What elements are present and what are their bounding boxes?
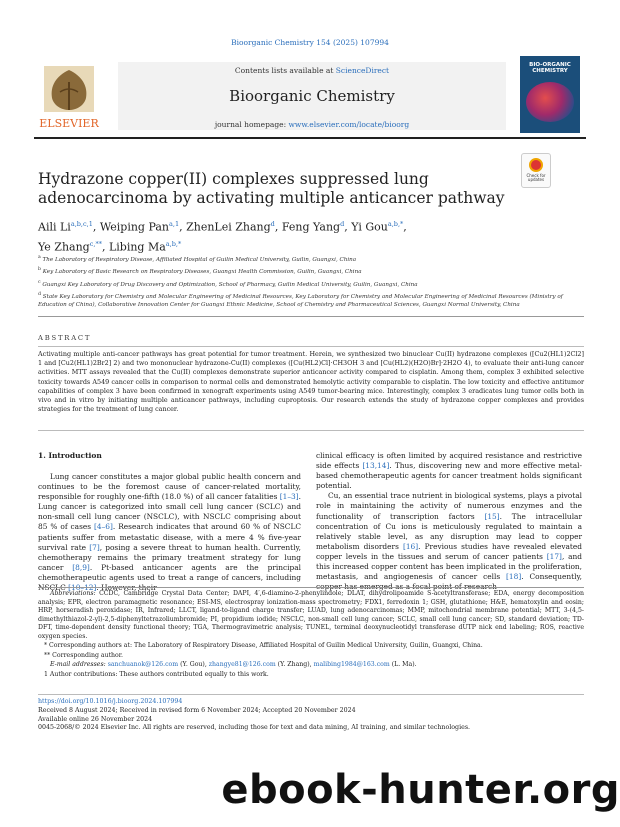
check-for-updates-badge[interactable]: Check for updates	[521, 153, 551, 188]
intro-right-column	[316, 451, 582, 592]
author-name[interactable]: Libing Ma	[108, 240, 166, 254]
contents-line: Contents lists available at ScienceDirect	[234, 66, 390, 75]
citation-link[interactable]: [17]	[546, 551, 562, 561]
author-name[interactable]: Yi Gou	[351, 220, 388, 234]
author-affiliation-mark[interactable]: d	[270, 220, 275, 228]
journal-name: Bioorganic Chemistry	[229, 87, 395, 105]
author-name[interactable]: ZhenLei Zhang	[186, 220, 271, 234]
affiliation: $^a$ The Laboratory of Respiratory Disease, Affiliated Hospital of Guilin Medical University, Guilin, Guangxi, China	[38, 255, 357, 263]
copyright: 0045-2068/© 2024 Elsevier Inc. All rights are reserved, including those for text and data mining, AI training, and similar technologies.	[38, 724, 471, 732]
homepage-link[interactable]: www.elsevier.com/locate/bioorg	[288, 120, 410, 129]
citation-link[interactable]: [8,9]	[72, 562, 90, 572]
author-name[interactable]: Aili Li	[38, 220, 71, 234]
affiliation: $^b$ Key Laboratory of Basic Research on Respiratory Diseases, Guangxi Health Commission, Guilin, Guangxi, China	[38, 267, 362, 276]
citation-link[interactable]: [18]	[506, 572, 522, 582]
divider	[38, 346, 584, 347]
affiliations	[38, 254, 568, 311]
citation-link[interactable]: [1–3]	[279, 492, 299, 502]
intro-paragraph: Cu, an essential trace nutrient in biological systems, plays a pivotal role in maintaining the activity of numerous enzymes and the functionality of transcription factors [15]. The intracellular concentration of Cu ions is meticulously regulated to maintain a relatively stable level, as any disruption may lead to copper metabolism disorders [16]. Previous studies have revealed elevated copper levels in the tissues and serum of cancer patients [17], and this increased copper content has been implicated in the proliferation, metastasis, and angiogenesis of cancer cells [18]. Consequently,	[316, 491, 583, 582]
author-affiliation-mark[interactable]: a,b,*	[387, 220, 404, 228]
author-affiliation-mark[interactable]: c,**	[89, 239, 102, 248]
citation-link[interactable]: [13,14]	[362, 461, 390, 471]
author-name[interactable]: Weiping Pan	[99, 220, 170, 234]
author-name[interactable]: Feng Yang	[281, 220, 341, 234]
author-affiliation-mark[interactable]: a,1	[169, 220, 180, 228]
article-title: Hydrazone copper(II) complexes suppressed lung adenocarcinoma by activating multiple anticancer pathway	[38, 170, 505, 207]
author-name[interactable]: Ye Zhang	[38, 240, 90, 254]
divider	[38, 430, 584, 431]
footnotes: Abbreviations: CCDC, Cambridge Crystal Data Center; DAPI, 4′,6-diamino-2-phenylindole; DLAT, dihydrolipoamide S-acetyltransferase; EDA, energy decomposition analysis; EPR, electron paramagnetic resonance; ESI-MS, electrospray ionization-mass spectrometry; FDX1, ferredoxin 1; GSH, glutathione; H&E, hematoxylin and eosin; HRP, horseradish peroxidase; IR, Infrared; LLCT, ligand-to-ligand charge transfer; LUAD, lung adenocarcinomas; MMP, mitochondrial membrane potential; MTT, 3-(4,5-dimethylthiazol-2-yl)-2,5-diphenyltetrazoliumbromide; PI, propidium iodide; NSCLC, non-small cell lung cancer; SCLC, small cell lung cancer; SD, standard deviation; TD-DFT, time-dependent density functional theory; TGA, Thermogravimetric analysis; TUNEL, terminal deoxynucleotidyl transferase dUTP nick end labeling; ROS, reactive oxygen species. * Corresponding authors at: The Laboratory of Respiratory Disease, Affiliated Hospital of Guilin Medical University, Guilin, Guangxi, China. ** Corresponding author. E-mail addresses: sanchuanok@126.com (Y. Gou), zhangye81@126.com (Y. Zhang), malibing1984@163.com (L. Ma). 1 Author contributions: These authors contributed equally to this work.	[38, 590, 585, 678]
affiliation: $^c$ Guangxi Key Laboratory of Drug Discovery and Optimization, School of Pharmacy, Guilin Medical University, Guilin, Guangxi, China	[38, 279, 418, 288]
online-date: Available online 26 November 2024	[38, 715, 153, 723]
footnote-rule	[38, 587, 584, 588]
citation-link[interactable]: [7]	[89, 542, 100, 552]
email-link[interactable]: zhangye81@126.com	[208, 661, 276, 669]
divider	[38, 694, 584, 695]
doi-link[interactable]: https://doi.org/10.1016/j.bioorg.2024.107994	[38, 698, 183, 705]
affiliation: $^d$ State Key Laboratory for Chemistry and Molecular Engineering of Medicinal Resources, Key Laboratory for Chemistry and Molecular Engineering of Medicinal Resources (Ministry of Education of China), Collaborative Innovation Center for Guangxi Ethnic Medicine, School of Chemistry and Pharmaceutical Sciences, Guangxi Normal University, China	[38, 291, 563, 308]
journal-cover: BIO-ORGANIC CHEMISTRY	[520, 56, 580, 133]
header-rule	[34, 137, 586, 139]
publication-info	[38, 698, 584, 733]
intro-left-column: Lung cancer constitutes a major global public health concern and continues to be the foremost cause of cancer-related mortality, responsible for roughly one-fifth (18.0 %) of all cancer fatalities [1–3]. Lung cancer is categorized into small cell lung cancer (SCLC) and non-small cell lung cancer (NSCLC), with NSCLC comprising about 85 % of cases [4–6]. Research indicates that around 60 % of NSCLC patients suffer from metastatic disease, with a mere 4 % five-year survival rate [7], posing a severe threat to human health. Currently, chemotherapy remains the primary treatment strategy for lung cancer [8,9]. Pt-based anticancer agents are the principal chemotherapeutic agents used to treat a range of cancers, including	[38, 472, 301, 593]
received-dates: Received 8 August 2024; Received in revised form 6 November 2024; Accepted 20 November 2024	[38, 706, 356, 714]
email-link[interactable]: malibing1984@163.com	[313, 661, 390, 669]
journal-citation-link[interactable]: Bioorganic Chemistry 154 (2025) 107994	[231, 38, 389, 47]
check-updates-icon	[529, 158, 543, 172]
intro-paragraph: clinical efficacy is often limited by acquired resistance and restrictive side effects [13,14]. Thus, discovering new and more effective metal-based chemotherapeutic agents for cancer treatment holds significant potential.	[316, 451, 582, 491]
author-affiliation-mark[interactable]: a,b,*	[165, 239, 182, 248]
citation-link[interactable]: [15]	[484, 511, 500, 521]
abstract-heading: ABSTRACT	[38, 334, 92, 342]
abstract-text: Activating multiple anti-cancer pathways has great potential for tumor treatment. Herein, we synthesized two binuclear Cu(II) hydrazone complexes ([Cu2(HL1)2Cl2] 1 and [Cu2(HL1)2Br2] 2) and two mononuclear hydrazone-Cu(II) complexes ([Cu(HL2)Cl]·CH3OH 3 and [Cu(HL2)(H2O)Br]·2H2O 4), to evaluate their anti-lung cancer activities. MTT assays revealed that the Cu(II) complexes demonstrate superior anticancer activity compared to cisplatin. Among them, complex 3 exhibited selective toxicity towards A549 cancer cells in comparison to normal cells and demonstrated hemolytic activity comparable to cisplatin. The low toxicity and effective antitumor capabilities of complex 3 have been confirmed in xenograft experiments using A549 tumor-bearing mice. Interestingly, complex 3 eradicates lung tumor cells both in vivo and in vitro by initiating multiple anticancer pathways, including cuproptosis. Our research extends the study of hydrazone copper complexes and provides strategies for the treatment of lung cancer.	[38, 350, 584, 414]
svg-text:ELSEVIER: ELSEVIER	[39, 117, 99, 130]
author-list: Aili Li$^{a,b,c,1}$, Weiping Pan$^{a,1}$, ZhenLei Zhang$^d$, Feng Yang$^d$, Yi Gou$^{a,b,*}$, Ye Zhang$^{c,**}$, Libing $Ma^{a,b,*}$	[38, 220, 407, 254]
author-affiliation-mark[interactable]: d	[340, 220, 345, 228]
watermark: ebook-hunter.org	[221, 767, 620, 813]
sciencedirect-link[interactable]: ScienceDirect	[335, 66, 390, 75]
section-heading: 1. Introduction	[38, 451, 102, 460]
author-affiliation-mark[interactable]: a,b,c,1	[70, 220, 93, 228]
homepage-line: journal homepage: www.elsevier.com/locate/bioorg	[214, 120, 410, 129]
citation-link[interactable]: [16]	[402, 541, 419, 551]
email-link[interactable]: sanchuanok@126.com	[107, 661, 179, 669]
elsevier-logo	[34, 62, 104, 134]
divider	[38, 316, 584, 317]
citation-link[interactable]: [4–6]	[94, 522, 113, 532]
